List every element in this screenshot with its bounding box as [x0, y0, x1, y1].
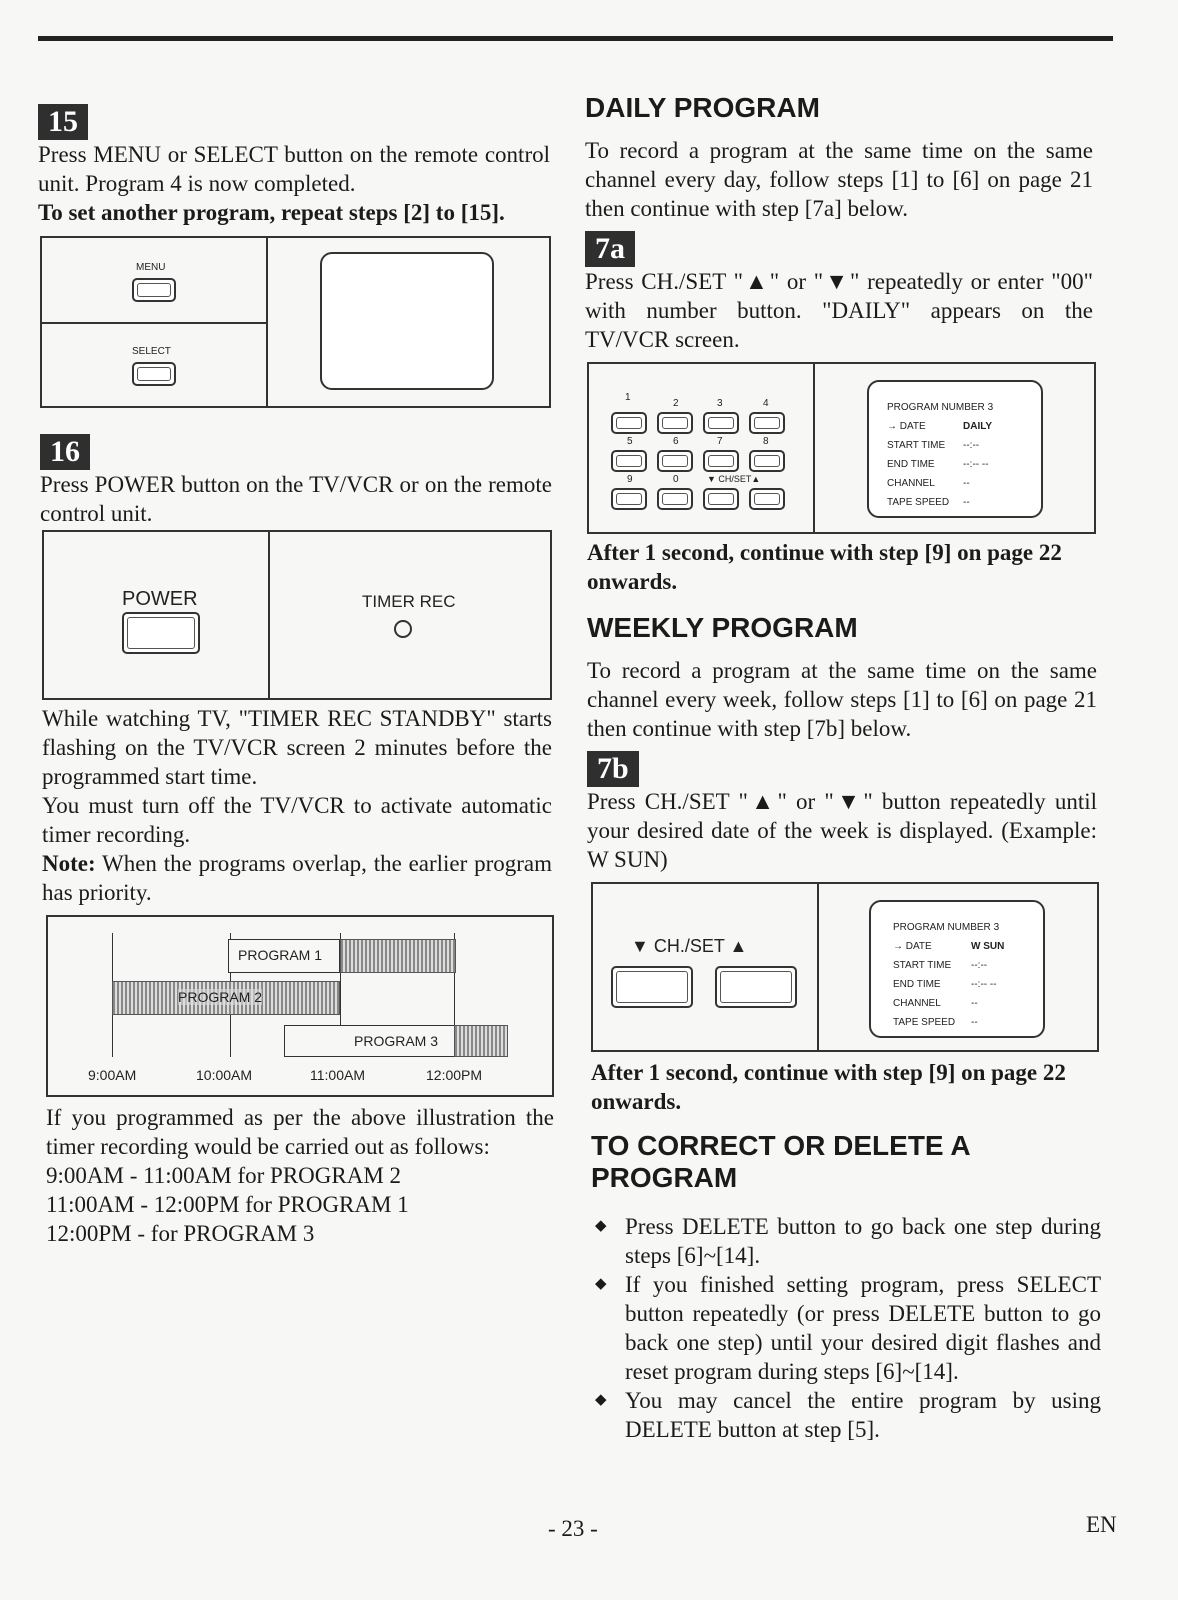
program-2-label: PROGRAM 2 [178, 989, 263, 1005]
weekly-chset-figure [591, 882, 1099, 1052]
timer-rec-indicator-icon [394, 620, 412, 638]
program-timeline-figure [46, 915, 554, 1097]
key-icon [703, 450, 739, 472]
standby-text-block [42, 704, 552, 907]
step-16-block [40, 434, 552, 528]
power-figure [42, 530, 552, 700]
daily-text: To record a program at the same time on the same channel every day, follow steps [1] to [6] on page 21 then continue with step [7a] below. [585, 138, 1093, 221]
osd-values: W SUN --:-- --:-- -- -- -- [971, 941, 1005, 1028]
daily-after-block [587, 538, 1097, 596]
step-7a-text: Press CH./SET "▲" or "▼" repeatedly or enter "00" with number button. "DAILY" appears on the TV/VCR screen. [585, 269, 1093, 352]
correct-bullet-list [591, 1212, 1101, 1444]
keypad-label: 5 [627, 436, 633, 447]
program-1-label: PROGRAM 1 [238, 947, 323, 963]
osd-values: DAILY --:-- --:-- -- -- -- [963, 421, 993, 508]
select-label: SELECT [132, 346, 171, 357]
menu-label: MENU [136, 262, 166, 273]
chset-up-icon [749, 488, 785, 510]
key-icon [657, 450, 693, 472]
step-7b-text: Press CH./SET "▲" or "▼" button repeatedly until your desired date of the week is displayed. (Example: W SUN) [587, 789, 1097, 872]
list-item: ◆ You may cancel the entire program by using DELETE button at step [5]. [591, 1386, 1101, 1444]
key-icon [749, 450, 785, 472]
daily-keypad-figure [587, 362, 1096, 534]
weekly-text: To record a program at the same time on the same channel every week, follow steps [1] to [6] on page 21 then continue with step [7b] below. [587, 658, 1097, 741]
key-icon [611, 450, 647, 472]
step-15-text: Press MENU or SELECT button on the remote control unit. Program 4 is now completed. [38, 142, 550, 196]
illustration-paragraph: If you programmed as per the above illustration the timer recording would be carried out as follows: [46, 1105, 554, 1159]
program-3-label: PROGRAM 3 [354, 1033, 439, 1049]
time-label: 9:00AM [88, 1067, 137, 1083]
keypad-label: 4 [763, 398, 769, 409]
key-icon [749, 412, 785, 434]
menu-button-icon [132, 278, 176, 302]
language-label: EN [1086, 1512, 1117, 1537]
standby-paragraph: While watching TV, "TIMER REC STANDBY" starts flashing on the TV/VCR screen 2 minutes before the programmed start time. [42, 706, 552, 789]
osd-labels: PROGRAM NUMBER 3 → DATE START TIME END TIME CHANNEL TAPE SPEED [887, 402, 994, 508]
keypad-label: 1 [625, 392, 631, 403]
weekly-after-block [591, 1058, 1101, 1116]
key-icon [611, 488, 647, 510]
menu-select-figure [40, 236, 551, 408]
schedule-block [46, 1103, 554, 1248]
weekly-program-section [587, 612, 1097, 874]
key-icon [657, 412, 693, 434]
chset-label: ▼ CH/SET▲ [707, 474, 761, 484]
power-button-icon [122, 612, 200, 654]
time-label: 10:00AM [196, 1067, 253, 1083]
keypad-label: 8 [763, 436, 769, 447]
daily-program-section [585, 92, 1093, 354]
keypad-label: 6 [673, 436, 679, 447]
chset-up-button-icon [715, 966, 797, 1008]
correct-delete-section [591, 1130, 1101, 1444]
chset-down-button-icon [611, 966, 693, 1008]
power-label: POWER [122, 588, 198, 610]
schedule-line: 11:00AM - 12:00PM for PROGRAM 1 [46, 1192, 409, 1217]
weekly-osd-screen [869, 900, 1045, 1038]
tv-screen-icon [320, 252, 494, 390]
correct-heading: TO CORRECT OR DELETE A PROGRAM [591, 1130, 970, 1193]
time-label: 12:00PM [426, 1067, 483, 1083]
schedule-line: 12:00PM - for PROGRAM 3 [46, 1221, 315, 1246]
timer-rec-label: TIMER REC [362, 592, 456, 611]
weekly-heading: WEEKLY PROGRAM [587, 612, 858, 643]
left-column [38, 104, 550, 227]
select-button-icon [132, 362, 176, 386]
chset-down-icon [703, 488, 739, 510]
key-icon [611, 412, 647, 434]
note-paragraph: Note: When the programs overlap, the earlier program has priority. [42, 851, 552, 905]
daily-heading: DAILY PROGRAM [585, 92, 820, 123]
list-item: ◆ Press DELETE button to go back one step during steps [6]~[14]. [591, 1212, 1101, 1270]
key-icon [703, 412, 739, 434]
page-number: - 23 - [548, 1516, 598, 1541]
time-label: 11:00AM [310, 1067, 365, 1083]
list-item: ◆ If you finished setting program, press SELECT button repeatedly (or press DELETE button to go back one step) until your desired digit flashes and reset program during steps [6]~[14]. [591, 1270, 1101, 1386]
step-7a-badge: 7a [585, 231, 635, 267]
schedule-line: 9:00AM - 11:00AM for PROGRAM 2 [46, 1163, 402, 1188]
program-1-recorded [340, 939, 456, 973]
keypad-label: 3 [717, 398, 723, 409]
keypad-label: 2 [673, 398, 679, 409]
daily-after-text: After 1 second, continue with step [9] on page 22 onwards. [587, 540, 1062, 594]
daily-osd-screen [867, 380, 1043, 518]
step-16-badge: 16 [40, 434, 90, 470]
key-icon [657, 488, 693, 510]
step-15-bold: To set another program, repeat steps [2] to [15]. [38, 200, 505, 225]
keypad-label: 7 [717, 436, 723, 447]
step-7b-badge: 7b [587, 751, 639, 787]
weekly-chset-label: ▼ CH./SET ▲ [631, 936, 748, 956]
top-rule [38, 36, 1113, 41]
turn-off-paragraph: You must turn off the TV/VCR to activate automatic timer recording. [42, 793, 552, 847]
program-3-recorded [454, 1025, 508, 1057]
osd-labels: PROGRAM NUMBER 3 → DATE START TIME END TIME CHANNEL TAPE SPEED [893, 922, 1000, 1028]
weekly-after-text: After 1 second, continue with step [9] on page 22 onwards. [591, 1060, 1066, 1114]
keypad-label: 0 [673, 474, 679, 485]
keypad-label: 9 [627, 474, 633, 485]
step-16-text: Press POWER button on the TV/VCR or on the remote control unit. [40, 472, 552, 526]
step-15-badge: 15 [38, 104, 88, 140]
